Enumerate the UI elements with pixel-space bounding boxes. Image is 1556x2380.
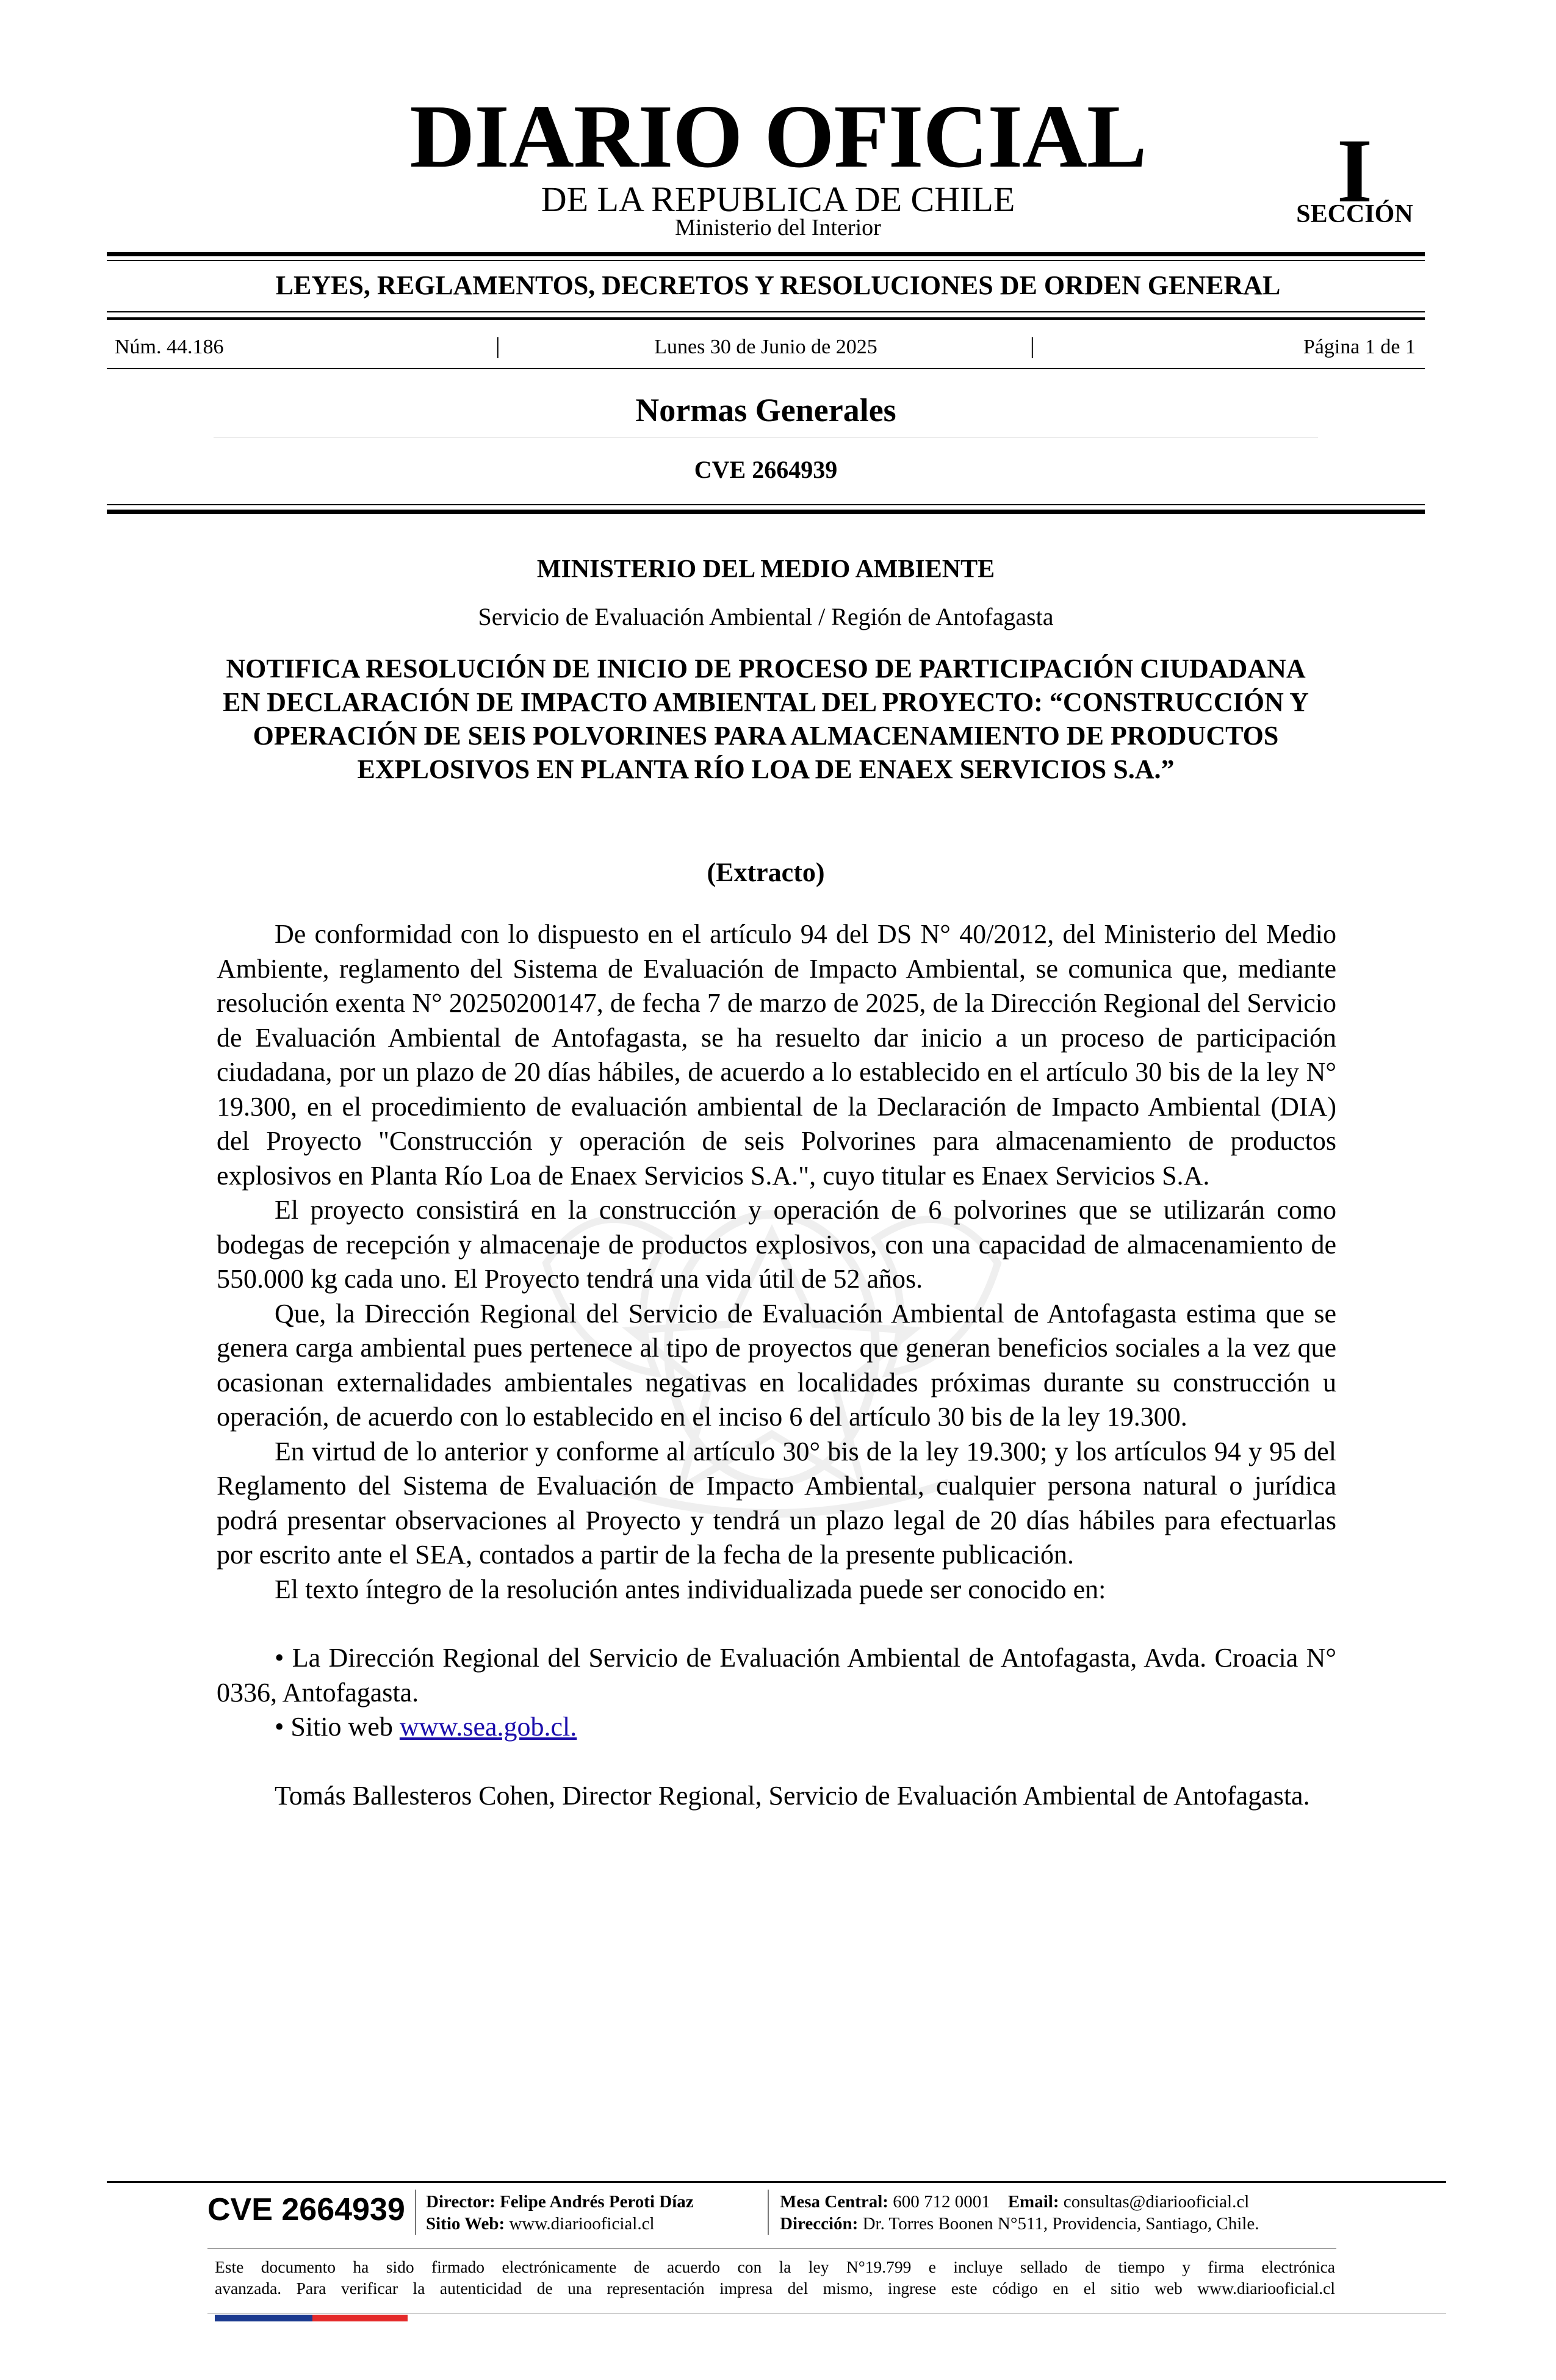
paragraph: El texto íntegro de la resolución antes individualizada puede ser conocido en: (275, 1574, 1106, 1604)
heading-rule-thin (107, 311, 1425, 312)
article-body (217, 917, 1336, 1813)
newspaper-ministry: Ministerio del Interior (675, 215, 881, 240)
phone-label: Mesa Central: (780, 2192, 888, 2212)
laws-heading: LEYES, REGLAMENTOS, DECRETOS Y RESOLUCIONES DE ORDEN GENERAL (275, 270, 1281, 300)
paragraph: Que, la Dirección Regional del Servicio de Evaluación Ambiental de Antofagasta estima que se genera carga ambiental pues pertenece al tipo de proyectos que generan beneficios sociales a la vez que ocasionan externalidades ambientales negativas en localidades próximas durante su construcción u operación, de acuerdo con lo establecido en el inciso 6 del artículo 30 bis de la ley 19.300. (217, 1298, 1336, 1432)
notice-title: NOTIFICA RESOLUCIÓN DE INICIO DE PROCESO DE PARTICIPACIÓN CIUDADANA EN DECLARACIÓN DE IMPACTO AMBIENTAL DEL PROYECTO: “CONSTRUCCIÓN Y OPERACIÓN DE SEIS POLVORINES PARA ALMACENAMIENTO DE PRODUCTOS EXPLOSIVOS EN PLANTA RÍO LOA DE ENAEX SERVICIOS S.A.” (223, 654, 1309, 784)
footer-address (780, 2213, 1259, 2235)
paragraph: De conformidad con lo dispuesto en el artículo 94 del DS N° 40/2012, del Ministerio del Medio Ambiente, reglamento del Sistema de Evaluación de Impacto Ambiental, se comunica que, mediante resolución exenta N° 20250200147, de fecha 7 de marzo de 2025, de la Dirección Regional del Servicio de Evaluación Ambiental de Antofagasta, se ha resuelto dar inicio a un proceso de participación ciudadana, por un plazo de 20 días hábiles, de acuerdo a lo establecido en el artículo 30 bis de la ley N° 19.300, en el procedimiento de evaluación ambiental de la Declaración de Impacto Ambiental (DIA) del Proyecto "Construcción y operación de seis Polvorines para almacenamiento de productos explosivos en Planta Río Loa de Enaex Servicios S.A.", cuyo titular es Enaex Servicios S.A. (217, 919, 1336, 1191)
paragraph: El proyecto consistirá en la construcción y operación de 6 polvorines que se utilizarán como bodegas de recepción y almacenaje de productos explosivos, con una capacidad de almacenamiento de 550.000 kg cada uno. El Proyecto tendrá una vida útil de 52 años. (217, 1195, 1336, 1294)
extract-label: (Extracto) (707, 857, 825, 887)
section-number: I (1336, 120, 1373, 222)
bullet-website (217, 1710, 1336, 1745)
footer-signature-note (215, 2256, 1335, 2299)
email-label: Email: (1007, 2192, 1059, 2212)
ministry-heading: MINISTERIO DEL MEDIO AMBIENTE (536, 555, 995, 583)
bullet-website-prefix: • Sitio web (275, 1712, 400, 1742)
site-value: www.diariooficial.cl (509, 2214, 655, 2234)
newspaper-subtitle: DE LA REPUBLICA DE CHILE (541, 179, 1015, 219)
footer-rule (107, 2181, 1446, 2183)
director-label: Director: (426, 2192, 495, 2212)
issue-number: Núm. 44.186 (115, 336, 224, 358)
heading-rule (107, 317, 1425, 320)
footer-divider (415, 2190, 416, 2235)
issue-date: Lunes 30 de Junio de 2025 (654, 336, 877, 358)
flag-stripe-red (312, 2315, 408, 2321)
issue-separator: | (1030, 333, 1035, 359)
note-line: avanzada. Para verificar la autenticidad de una representación impresa del mismo, ingrese este código en el sitio web www.diariooficial.cl (215, 2279, 1335, 2298)
article-rule (107, 510, 1425, 514)
email-value: consultas@diariooficial.cl (1063, 2192, 1250, 2212)
newspaper-title: DIARIO OFICIAL (409, 87, 1147, 187)
site-label: Sitio Web: (426, 2214, 505, 2234)
issue-page: Página 1 de 1 (1303, 336, 1416, 358)
masthead-rule (107, 252, 1425, 256)
cve-code: CVE 2664939 (694, 456, 838, 483)
footer-divider-line (207, 2248, 1336, 2249)
note-line: Este documento ha sido firmado electrónicamente de acuerdo con la ley N°19.799 e incluye sellado de tiempo y firma electrónica (215, 2257, 1335, 2276)
phone-value: 600 712 0001 (893, 2192, 990, 2212)
footer-editorial (426, 2191, 694, 2235)
footer-phone-email (780, 2191, 1259, 2213)
service-heading: Servicio de Evaluación Ambiental / Región de Antofagasta (478, 603, 1054, 630)
flag-stripe-blue (215, 2315, 312, 2321)
footer-director (426, 2191, 694, 2213)
sea-website-link[interactable]: www.sea.gob.cl. (399, 1712, 577, 1742)
paragraph: En virtud de lo anterior y conforme al artículo 30° bis de la ley 19.300; y los artículos 94 y 95 del Reglamento del Sistema de Evaluación de Impacto Ambiental, cualquier persona natural o jurídica podrá presentar observaciones al Proyecto y tendrá un plazo legal de 20 días hábiles para efectuarlas por escrito ante el SEA, contados a partir de la fecha de la presente publicación. (217, 1436, 1336, 1570)
address-value: Dr. Torres Boonen N°511, Providencia, Santiago, Chile. (862, 2214, 1259, 2234)
footer-divider (768, 2190, 769, 2235)
footer-site (426, 2213, 694, 2235)
signature: Tomás Ballesteros Cohen, Director Regional, Servicio de Evaluación Ambiental de Antofagasta. (275, 1780, 1310, 1811)
category-heading: Normas Generales (635, 392, 896, 428)
bullet-address: • La Dirección Regional del Servicio de Evaluación Ambiental de Antofagasta, Avda. Croacia N° 0336, Antofagasta. (217, 1643, 1336, 1707)
masthead-rule-thin (107, 260, 1425, 261)
footer-contact (780, 2191, 1259, 2235)
meta-rule (107, 368, 1425, 369)
director-name: Felipe Andrés Peroti Díaz (500, 2192, 694, 2212)
section-label: SECCIÓN (1296, 200, 1413, 228)
issue-separator: | (495, 333, 500, 359)
address-label: Dirección: (780, 2214, 859, 2234)
article-rule-thin (107, 504, 1425, 505)
footer-cve-code: CVE 2664939 (207, 2192, 405, 2227)
